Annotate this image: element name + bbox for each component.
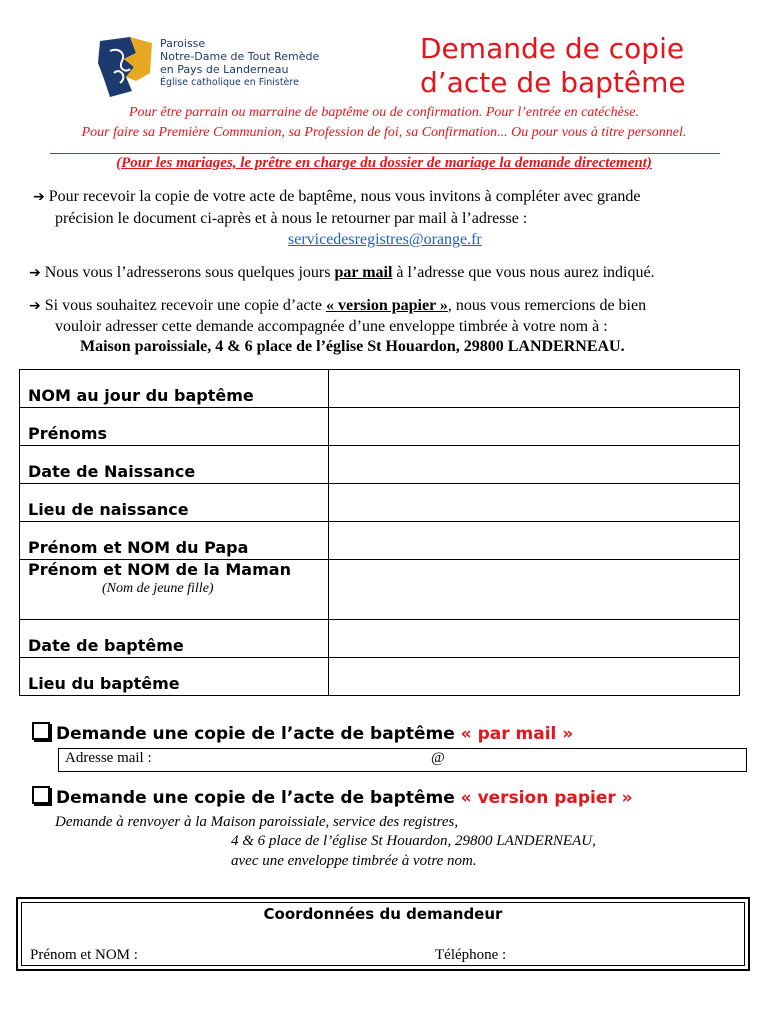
- table-row: [20, 620, 740, 658]
- requester-details-box: [16, 897, 750, 971]
- field-label: Prénom et NOM du Papa: [20, 522, 329, 560]
- email-link[interactable]: servicedesregistres@orange.fr: [288, 231, 482, 248]
- paragraph-3-line-1: [29, 296, 646, 316]
- checkbox-icon[interactable]: [32, 786, 50, 804]
- par-mail-emphasis: par mail: [334, 264, 393, 281]
- paragraph-text: à l’adresse que vous nous aurez indiqué.: [392, 264, 655, 281]
- option-highlight: « version papier »: [460, 788, 633, 808]
- paragraph-2: [29, 263, 655, 283]
- field-value-cell[interactable]: [329, 370, 740, 408]
- parish-logo: [96, 33, 330, 101]
- paragraph-text: Nous vous l’adresserons sous quelques jours: [44, 264, 335, 281]
- version-papier-emphasis: « version papier »: [325, 297, 448, 314]
- field-label: Prénoms: [20, 408, 329, 446]
- field-value-cell[interactable]: [329, 658, 740, 696]
- paper-instructions-line-2: 4 & 6 place de l’église St Houardon, 29800 LANDERNEAU,: [231, 833, 596, 849]
- field-label: Lieu du baptême: [20, 658, 329, 696]
- paper-instructions-line-1: Demande à renvoyer à la Maison paroissiale, service des registres,: [55, 814, 459, 830]
- title-line: d’acte de baptême: [420, 66, 686, 99]
- option-label: Demande une copie de l’acte de baptême: [56, 724, 461, 744]
- table-row: [20, 484, 740, 522]
- arrow-right-icon: ➔: [29, 298, 41, 314]
- field-label: [20, 560, 329, 620]
- field-value-cell[interactable]: [329, 484, 740, 522]
- paragraph-1-line-1: [33, 187, 641, 207]
- option-label: Demande une copie de l’acte de baptême: [56, 788, 461, 808]
- baptism-info-table: [19, 369, 740, 696]
- option-par-mail[interactable]: [32, 722, 573, 744]
- red-divider: [50, 153, 720, 154]
- intro-line-2: Pour faire sa Première Communion, sa Profession de foi, sa Confirmation... Ou pour vous à titre personnel.: [81, 125, 687, 140]
- logo-line: Notre-Dame de Tout Remède: [160, 50, 320, 63]
- logo-line: Paroisse: [160, 37, 206, 50]
- field-value-cell[interactable]: [329, 560, 740, 620]
- paragraph-3-line-2: vouloir adresser cette demande accompagnée d’une enveloppe timbrée à votre nom à :: [55, 318, 608, 335]
- checkbox-icon[interactable]: [32, 722, 50, 740]
- table-row: [20, 408, 740, 446]
- requester-name-label[interactable]: Prénom et NOM :: [30, 947, 138, 963]
- table-row: [20, 370, 740, 408]
- requester-phone-label[interactable]: Téléphone :: [435, 947, 507, 963]
- paragraph-text: , nous vous remercions de bien: [447, 297, 647, 314]
- title-line: Demande de copie: [420, 32, 685, 65]
- intro-line-1: Pour être parrain ou marraine de baptême ou de confirmation. Pour l’entrée en catéchèse.: [129, 105, 639, 120]
- field-label: Date de baptême: [20, 620, 329, 658]
- requester-details-title: Coordonnées du demandeur: [263, 905, 503, 923]
- document-title: [420, 32, 686, 100]
- paragraph-text: Si vous souhaitez recevoir une copie d’acte: [44, 297, 326, 314]
- option-version-papier[interactable]: [32, 786, 633, 808]
- field-value-cell[interactable]: [329, 408, 740, 446]
- field-value-cell[interactable]: [329, 620, 740, 658]
- logo-line: en Pays de Landerneau: [160, 63, 289, 76]
- parish-logo-icon: [96, 33, 156, 101]
- arrow-right-icon: ➔: [33, 189, 45, 205]
- option-highlight: « par mail »: [460, 724, 574, 744]
- paper-instructions-line-3: avec une enveloppe timbrée à votre nom.: [231, 853, 477, 869]
- parish-address: Maison paroissiale, 4 & 6 place de l’église St Houardon, 29800 LANDERNEAU.: [80, 338, 625, 355]
- at-sign: @: [431, 750, 445, 766]
- field-label: Date de Naissance: [20, 446, 329, 484]
- table-row: [20, 560, 740, 620]
- field-label: Lieu de naissance: [20, 484, 329, 522]
- maman-label: Prénom et NOM de la Maman: [28, 560, 291, 579]
- paragraph-text: Pour recevoir la copie de votre acte de baptême, nous vous invitons à compléter avec grande: [48, 188, 641, 205]
- field-label: NOM au jour du baptême: [20, 370, 329, 408]
- table-row: [20, 658, 740, 696]
- logo-text: [160, 37, 319, 89]
- logo-line: Église catholique en Finistère: [160, 77, 299, 88]
- requester-details-inner: [21, 902, 745, 966]
- field-value-cell[interactable]: [329, 446, 740, 484]
- email-field-label: Adresse mail :: [65, 750, 152, 766]
- email-address-field[interactable]: [58, 748, 747, 772]
- arrow-right-icon: ➔: [29, 265, 41, 281]
- paragraph-1-line-2: précision le document ci-après et à nous le retourner par mail à l’adresse :: [55, 210, 528, 227]
- table-row: [20, 446, 740, 484]
- mariage-note: (Pour les mariages, le prêtre en charge du dossier de mariage la demande directement): [116, 155, 652, 171]
- maiden-name-note: (Nom de jeune fille): [102, 581, 214, 596]
- field-value-cell[interactable]: [329, 522, 740, 560]
- table-row: [20, 522, 740, 560]
